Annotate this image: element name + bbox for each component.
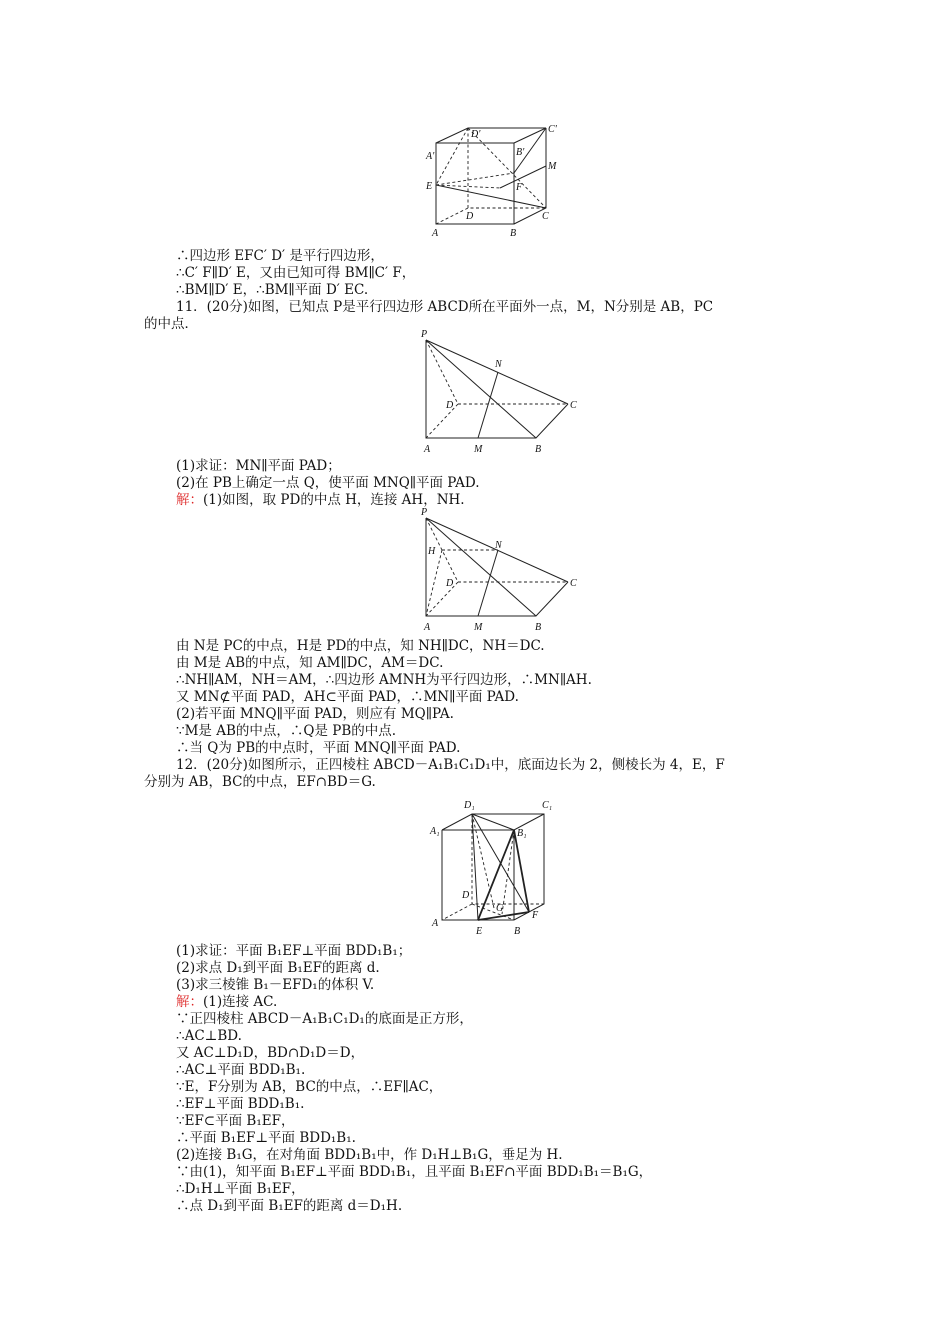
problem-11-statement: 11．(20分)如图，已知点 P是平行四边形 ABCD所在平面外一点，M，N分别是 AB，PC (176, 299, 714, 315)
figure-prism (428, 794, 558, 936)
fig4-label-g: G (496, 903, 504, 914)
fig2-label-p: P (421, 329, 428, 340)
fig4-label-d1: D₁ (464, 800, 475, 811)
text-line: 又 MN⊄平面 PAD，AH⊂平面 PAD，∴MN∥平面 PAD. (176, 689, 519, 705)
text-line: ∵EF⊂平面 B₁EF， (176, 1113, 295, 1129)
fig2-label-n: N (495, 359, 502, 370)
text-line: 又 AC⊥D₁D，BD∩D₁D＝D， (176, 1045, 365, 1061)
problem-11-q2: (2)在 PB上确定一点 Q，使平面 MNQ∥平面 PAD. (176, 475, 480, 491)
text-line: ∴C′ F∥D′ E，又由已知可得 BM∥C′ F， (176, 265, 416, 281)
problem-12-statement: 12．(20分)如图所示，正四棱柱 ABCD－A₁B₁C₁D₁中，底面边长为 2，侧棱长为 4，E，F (176, 757, 725, 773)
fig1-label-f: F (516, 182, 523, 193)
fig2-label-b: B (535, 444, 542, 455)
text-line: ∴AC⊥BD. (176, 1028, 242, 1044)
problem-11-q1: (1)求证：MN∥平面 PAD； (176, 458, 341, 474)
fig3-label-h: H (428, 546, 436, 557)
fig4-label-c1: C₁ (542, 800, 553, 811)
fig4-label-a1: A₁ (430, 826, 440, 837)
fig4-label-a: A (432, 918, 439, 929)
figure-cube (424, 122, 574, 240)
problem-12-statement-cont: 分别为 AB，BC的中点，EF∩BD＝G. (144, 774, 376, 790)
fig2-label-m: M (474, 444, 483, 455)
fig1-label-c1: C' (548, 124, 557, 135)
fig1-label-a: A (432, 228, 439, 239)
fig1-label-d1: D' (471, 129, 481, 140)
fig3-label-p: P (421, 507, 428, 518)
text-line: ∴BM∥D′ E，∴BM∥平面 D′ EC. (176, 282, 369, 298)
fig1-label-d: D (466, 211, 474, 222)
text-line: 由 M是 AB的中点，知 AM∥DC，AM＝DC. (176, 655, 444, 671)
fig1-label-b1: B' (516, 147, 525, 158)
fig3-label-m: M (474, 622, 483, 633)
text-line: ∴四边形 EFC′ D′ 是平行四边形， (176, 248, 384, 264)
text-line: ∵E，F分别为 AB，BC的中点，∴EF∥AC， (176, 1079, 443, 1095)
text-line: ∴点 D₁到平面 B₁EF的距离 d＝D₁H. (176, 1198, 403, 1214)
text-line: ∴当 Q为 PB的中点时，平面 MNQ∥平面 PAD. (176, 740, 461, 756)
figure-pyramid (418, 328, 578, 456)
solution-text: (1)连接 AC. (203, 994, 278, 1010)
fig4-label-f: F (532, 910, 539, 921)
text-line: ∴D₁H⊥平面 B₁EF， (176, 1181, 305, 1197)
fig4-label-d: D (462, 890, 470, 901)
text-line: 由 N是 PC的中点，H是 PD的中点，知 NH∥DC，NH＝DC. (176, 638, 545, 654)
fig3-label-b: B (535, 622, 542, 633)
fig1-label-e: E (426, 181, 433, 192)
text-line: ∵由(1)，知平面 B₁EF⊥平面 BDD₁B₁，且平面 B₁EF∩平面 BDD₁B₁＝B₁G， (176, 1164, 653, 1180)
fig4-label-b1: B₁ (517, 828, 527, 839)
solution-label: 解： (176, 492, 203, 508)
fig4-label-e: E (476, 926, 483, 936)
text-line: (2)若平面 MNQ∥平面 PAD，则应有 MQ∥PA. (176, 706, 454, 722)
fig2-label-d: D (446, 400, 454, 411)
fig2-label-a: A (424, 444, 431, 455)
fig3-label-n: N (495, 540, 502, 551)
text-line: (2)连接 B₁G，在对角面 BDD₁B₁中，作 D₁H⊥B₁G，垂足为 H. (176, 1147, 563, 1163)
text-line: ∴平面 B₁EF⊥平面 BDD₁B₁. (176, 1130, 356, 1146)
fig3-label-d: D (446, 578, 454, 589)
problem-12-q3: (3)求三棱锥 B₁－EFD₁的体积 V. (176, 977, 375, 993)
figure-pyramid-h (418, 506, 578, 634)
fig1-label-a1: A' (426, 151, 435, 162)
solution-text: (1)如图，取 PD的中点 H，连接 AH，NH. (203, 492, 465, 508)
fig1-label-b: B (510, 228, 517, 239)
problem-12-solution (176, 994, 277, 1011)
text-line: ∵M是 AB的中点，∴Q是 PB的中点. (176, 723, 397, 739)
problem-12-q1: (1)求证：平面 B₁EF⊥平面 BDD₁B₁； (176, 943, 412, 959)
text-line: ∵正四棱柱 ABCD－A₁B₁C₁D₁的底面是正方形， (176, 1011, 473, 1027)
text-line: ∴AC⊥平面 BDD₁B₁. (176, 1062, 306, 1078)
fig4-label-b: B (514, 926, 521, 936)
fig1-label-m: M (548, 161, 557, 172)
solution-label: 解： (176, 994, 203, 1010)
problem-12-q2: (2)求点 D₁到平面 B₁EF的距离 d. (176, 960, 380, 976)
problem-11-statement-cont: 的中点． (144, 316, 198, 332)
fig3-label-a: A (424, 622, 431, 633)
text-line: ∴NH∥AM，NH＝AM，∴四边形 AMNH为平行四边形，∴MN∥AH. (176, 672, 592, 688)
fig3-label-c: C (570, 578, 577, 589)
text-line: ∴EF⊥平面 BDD₁B₁. (176, 1096, 305, 1112)
fig2-label-c: C (570, 400, 577, 411)
fig1-label-c: C (542, 211, 549, 222)
